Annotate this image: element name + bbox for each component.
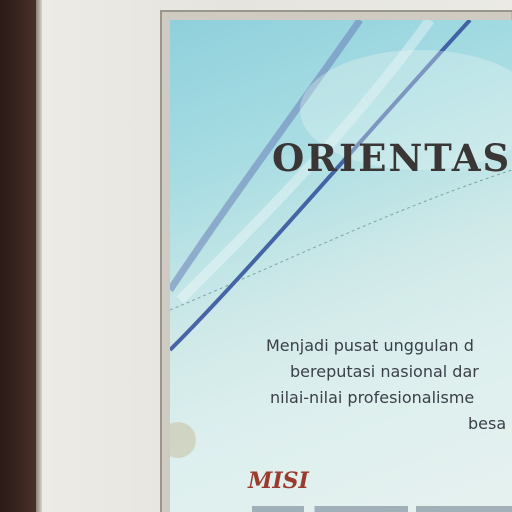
misi-heading: MISI	[248, 468, 309, 494]
vision-line: Menjadi pusat unggulan d	[266, 336, 474, 355]
vision-line: besa	[468, 414, 507, 433]
wave-decoration	[170, 20, 512, 512]
vision-line: bereputasi nasional dar	[290, 362, 479, 381]
vision-line: nilai-nilai profesionalisme	[270, 388, 475, 407]
wall-shadow	[0, 0, 38, 512]
poster-panel	[170, 20, 512, 512]
poster-title: ORIENTAS	[272, 136, 512, 180]
cropped-text-line	[252, 506, 512, 512]
